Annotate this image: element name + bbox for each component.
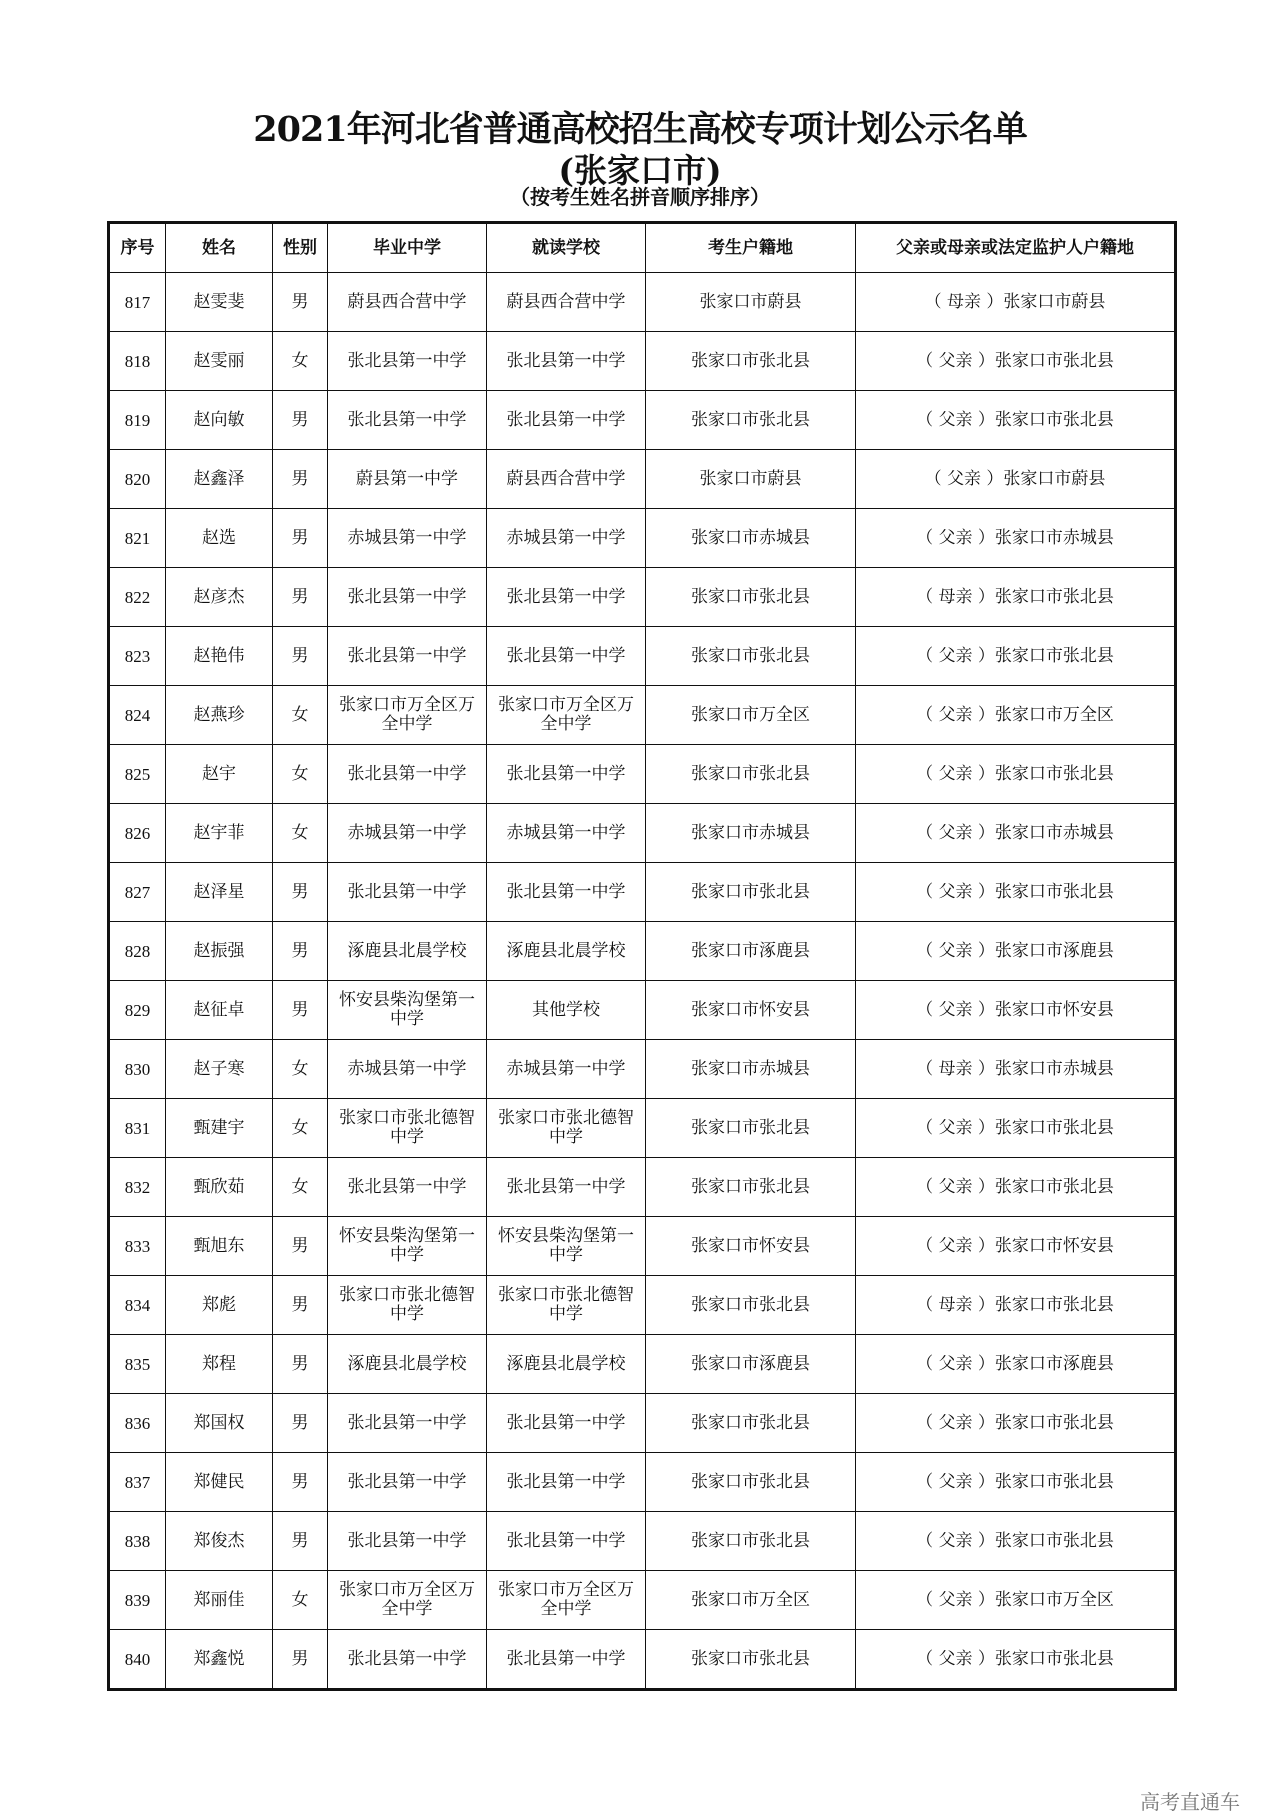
cell-gender: 男 (273, 391, 328, 450)
table-row (109, 627, 1176, 686)
cell-gender: 男 (273, 863, 328, 922)
cell-guardian-hukou: （ 父亲 ）张家口市赤城县 (856, 804, 1176, 863)
cell-hukou: 张家口市张北县 (646, 568, 856, 627)
cell-hukou: 张家口市张北县 (646, 1394, 856, 1453)
cell-index: 831 (109, 1099, 166, 1158)
cell-guardian-hukou: （ 父亲 ）张家口市张北县 (856, 1512, 1176, 1571)
sort-note: （按考生姓名拼音顺序排序） (510, 185, 770, 209)
cell-current-school: 其他学校 (487, 981, 646, 1040)
cell-hukou: 张家口市怀安县 (646, 1217, 856, 1276)
cell-current-school: 张北县第一中学 (487, 568, 646, 627)
cell-graduated-school: 张家口市万全区万全中学 (328, 686, 487, 745)
cell-graduated-school: 张北县第一中学 (328, 1453, 487, 1512)
cell-index: 822 (109, 568, 166, 627)
cell-graduated-school: 张家口市张北德智中学 (328, 1276, 487, 1335)
table-row (109, 863, 1176, 922)
cell-guardian-hukou: （ 父亲 ）张家口市涿鹿县 (856, 922, 1176, 981)
cell-guardian-hukou: （ 父亲 ）张家口市涿鹿县 (856, 1335, 1176, 1394)
cell-current-school: 赤城县第一中学 (487, 509, 646, 568)
cell-current-school: 怀安县柴沟堡第一中学 (487, 1217, 646, 1276)
cell-index: 819 (109, 391, 166, 450)
cell-gender: 男 (273, 1335, 328, 1394)
cell-current-school: 张北县第一中学 (487, 745, 646, 804)
cell-gender: 男 (273, 922, 328, 981)
cell-guardian-hukou: （ 父亲 ）张家口市怀安县 (856, 981, 1176, 1040)
table-row (109, 450, 1176, 509)
cell-graduated-school: 蔚县西合营中学 (328, 273, 487, 332)
cell-graduated-school: 涿鹿县北晨学校 (328, 922, 487, 981)
table-row (109, 1158, 1176, 1217)
cell-current-school: 张家口市张北德智中学 (487, 1099, 646, 1158)
table-row (109, 568, 1176, 627)
cell-current-school: 涿鹿县北晨学校 (487, 922, 646, 981)
cell-index: 825 (109, 745, 166, 804)
cell-gender: 男 (273, 627, 328, 686)
table-row (109, 1394, 1176, 1453)
cell-guardian-hukou: （ 父亲 ）张家口市张北县 (856, 332, 1176, 391)
cell-index: 837 (109, 1453, 166, 1512)
cell-index: 840 (109, 1630, 166, 1690)
cell-name: 赵向敏 (166, 391, 273, 450)
cell-graduated-school: 张北县第一中学 (328, 627, 487, 686)
cell-guardian-hukou: （ 父亲 ）张家口市张北县 (856, 1158, 1176, 1217)
cell-gender: 男 (273, 1512, 328, 1571)
cell-index: 835 (109, 1335, 166, 1394)
cell-name: 赵彦杰 (166, 568, 273, 627)
cell-gender: 男 (273, 1276, 328, 1335)
cell-gender: 女 (273, 1040, 328, 1099)
table-row (109, 922, 1176, 981)
cell-guardian-hukou: （ 父亲 ）张家口市张北县 (856, 1453, 1176, 1512)
cell-graduated-school: 涿鹿县北晨学校 (328, 1335, 487, 1394)
cell-graduated-school: 赤城县第一中学 (328, 804, 487, 863)
table-row (109, 745, 1176, 804)
table-row (109, 686, 1176, 745)
cell-guardian-hukou: （ 父亲 ）张家口市万全区 (856, 686, 1176, 745)
cell-gender: 女 (273, 804, 328, 863)
table-row (109, 332, 1176, 391)
cell-current-school: 张北县第一中学 (487, 1394, 646, 1453)
cell-graduated-school: 张北县第一中学 (328, 568, 487, 627)
cell-index: 832 (109, 1158, 166, 1217)
cell-hukou: 张家口市怀安县 (646, 981, 856, 1040)
cell-hukou: 张家口市张北县 (646, 1099, 856, 1158)
cell-graduated-school: 张北县第一中学 (328, 863, 487, 922)
cell-graduated-school: 赤城县第一中学 (328, 1040, 487, 1099)
cell-guardian-hukou: （ 父亲 ）张家口市赤城县 (856, 509, 1176, 568)
cell-current-school: 张北县第一中学 (487, 1453, 646, 1512)
cell-gender: 男 (273, 981, 328, 1040)
cell-index: 824 (109, 686, 166, 745)
cell-graduated-school: 张北县第一中学 (328, 391, 487, 450)
cell-guardian-hukou: （ 父亲 ）张家口市张北县 (856, 1630, 1176, 1690)
cell-graduated-school: 张北县第一中学 (328, 745, 487, 804)
cell-hukou: 张家口市万全区 (646, 686, 856, 745)
cell-hukou: 张家口市蔚县 (646, 450, 856, 509)
cell-gender: 男 (273, 1453, 328, 1512)
cell-name: 郑俊杰 (166, 1512, 273, 1571)
cell-gender: 女 (273, 1158, 328, 1217)
cell-current-school: 张家口市万全区万全中学 (487, 686, 646, 745)
cell-name: 郑健民 (166, 1453, 273, 1512)
cell-name: 郑丽佳 (166, 1571, 273, 1630)
cell-gender: 男 (273, 273, 328, 332)
header-col-index: 序号 (109, 223, 166, 273)
cell-guardian-hukou: （ 父亲 ）张家口市张北县 (856, 863, 1176, 922)
header-col-gender: 性别 (273, 223, 328, 273)
cell-hukou: 张家口市赤城县 (646, 509, 856, 568)
table-row (109, 1335, 1176, 1394)
table-row (109, 1453, 1176, 1512)
cell-name: 赵艳伟 (166, 627, 273, 686)
cell-gender: 女 (273, 332, 328, 391)
cell-gender: 男 (273, 1394, 328, 1453)
cell-name: 赵燕珍 (166, 686, 273, 745)
cell-gender: 女 (273, 745, 328, 804)
cell-guardian-hukou: （ 母亲 ）张家口市张北县 (856, 1276, 1176, 1335)
cell-index: 833 (109, 1217, 166, 1276)
table-header-row (109, 223, 1176, 273)
cell-index: 818 (109, 332, 166, 391)
cell-graduated-school: 张家口市万全区万全中学 (328, 1571, 487, 1630)
cell-index: 823 (109, 627, 166, 686)
table-row (109, 1217, 1176, 1276)
cell-guardian-hukou: （ 父亲 ）张家口市张北县 (856, 1394, 1176, 1453)
table-row (109, 981, 1176, 1040)
cell-guardian-hukou: （ 母亲 ）张家口市张北县 (856, 568, 1176, 627)
cell-guardian-hukou: （ 母亲 ）张家口市蔚县 (856, 273, 1176, 332)
cell-graduated-school: 张北县第一中学 (328, 1512, 487, 1571)
cell-name: 甄欣茹 (166, 1158, 273, 1217)
cell-hukou: 张家口市张北县 (646, 391, 856, 450)
header-col-name: 姓名 (166, 223, 273, 273)
header-col-hukou: 考生户籍地 (646, 223, 856, 273)
cell-gender: 女 (273, 1099, 328, 1158)
cell-hukou: 张家口市蔚县 (646, 273, 856, 332)
cell-gender: 男 (273, 509, 328, 568)
cell-gender: 男 (273, 1217, 328, 1276)
cell-graduated-school: 张北县第一中学 (328, 332, 487, 391)
cell-current-school: 赤城县第一中学 (487, 804, 646, 863)
table-row (109, 391, 1176, 450)
cell-current-school: 赤城县第一中学 (487, 1040, 646, 1099)
table-row (109, 509, 1176, 568)
cell-graduated-school: 怀安县柴沟堡第一中学 (328, 981, 487, 1040)
cell-name: 郑国权 (166, 1394, 273, 1453)
cell-guardian-hukou: （ 父亲 ）张家口市张北县 (856, 1099, 1176, 1158)
cell-current-school: 张北县第一中学 (487, 1512, 646, 1571)
cell-index: 826 (109, 804, 166, 863)
roster-table (107, 221, 1177, 1691)
cell-current-school: 蔚县西合营中学 (487, 450, 646, 509)
table-row (109, 1630, 1176, 1690)
cell-name: 赵宇菲 (166, 804, 273, 863)
cell-graduated-school: 张北县第一中学 (328, 1158, 487, 1217)
cell-hukou: 张家口市张北县 (646, 332, 856, 391)
cell-index: 828 (109, 922, 166, 981)
cell-current-school: 张北县第一中学 (487, 627, 646, 686)
cell-hukou: 张家口市张北县 (646, 1276, 856, 1335)
cell-name: 郑程 (166, 1335, 273, 1394)
cell-current-school: 张北县第一中学 (487, 863, 646, 922)
table-row (109, 1276, 1176, 1335)
cell-guardian-hukou: （ 父亲 ）张家口市张北县 (856, 391, 1176, 450)
table-row (109, 1512, 1176, 1571)
document-subtitle: (张家口市) (558, 151, 722, 190)
cell-index: 827 (109, 863, 166, 922)
cell-gender: 女 (273, 1571, 328, 1630)
cell-current-school: 张北县第一中学 (487, 1158, 646, 1217)
cell-name: 赵宇 (166, 745, 273, 804)
cell-guardian-hukou: （ 父亲 ）张家口市蔚县 (856, 450, 1176, 509)
cell-name: 甄旭东 (166, 1217, 273, 1276)
cell-current-school: 张北县第一中学 (487, 332, 646, 391)
cell-index: 821 (109, 509, 166, 568)
cell-index: 839 (109, 1571, 166, 1630)
cell-graduated-school: 蔚县第一中学 (328, 450, 487, 509)
cell-name: 郑鑫悦 (166, 1630, 273, 1690)
cell-index: 820 (109, 450, 166, 509)
cell-current-school: 张家口市张北德智中学 (487, 1276, 646, 1335)
cell-hukou: 张家口市张北县 (646, 627, 856, 686)
cell-gender: 男 (273, 568, 328, 627)
table-row (109, 1571, 1176, 1630)
cell-name: 赵振强 (166, 922, 273, 981)
header-col-graduated-school: 毕业中学 (328, 223, 487, 273)
document-title: 2021年河北省普通高校招生高校专项计划公示名单 (253, 109, 1027, 150)
cell-graduated-school: 张家口市张北德智中学 (328, 1099, 487, 1158)
cell-current-school: 张北县第一中学 (487, 391, 646, 450)
cell-name: 赵雯丽 (166, 332, 273, 391)
cell-current-school: 张北县第一中学 (487, 1630, 646, 1690)
cell-name: 赵雯斐 (166, 273, 273, 332)
cell-name: 赵子寒 (166, 1040, 273, 1099)
cell-index: 834 (109, 1276, 166, 1335)
cell-hukou: 张家口市赤城县 (646, 1040, 856, 1099)
cell-name: 赵鑫泽 (166, 450, 273, 509)
table-row (109, 273, 1176, 332)
cell-current-school: 涿鹿县北晨学校 (487, 1335, 646, 1394)
header-col-guardian-hukou: 父亲或母亲或法定监护人户籍地 (856, 223, 1176, 273)
cell-hukou: 张家口市张北县 (646, 863, 856, 922)
cell-guardian-hukou: （ 父亲 ）张家口市万全区 (856, 1571, 1176, 1630)
cell-hukou: 张家口市张北县 (646, 745, 856, 804)
table-row (109, 1099, 1176, 1158)
cell-name: 赵选 (166, 509, 273, 568)
cell-index: 829 (109, 981, 166, 1040)
cell-hukou: 张家口市赤城县 (646, 804, 856, 863)
cell-hukou: 张家口市张北县 (646, 1158, 856, 1217)
cell-hukou: 张家口市涿鹿县 (646, 922, 856, 981)
cell-name: 郑彪 (166, 1276, 273, 1335)
cell-gender: 男 (273, 450, 328, 509)
cell-gender: 女 (273, 686, 328, 745)
cell-guardian-hukou: （ 母亲 ）张家口市赤城县 (856, 1040, 1176, 1099)
cell-guardian-hukou: （ 父亲 ）张家口市怀安县 (856, 1217, 1176, 1276)
cell-index: 838 (109, 1512, 166, 1571)
cell-hukou: 张家口市涿鹿县 (646, 1335, 856, 1394)
cell-guardian-hukou: （ 父亲 ）张家口市张北县 (856, 745, 1176, 804)
cell-hukou: 张家口市万全区 (646, 1571, 856, 1630)
cell-graduated-school: 张北县第一中学 (328, 1630, 487, 1690)
cell-current-school: 张家口市万全区万全中学 (487, 1571, 646, 1630)
header-col-current-school: 就读学校 (487, 223, 646, 273)
cell-hukou: 张家口市张北县 (646, 1630, 856, 1690)
table-row (109, 804, 1176, 863)
cell-graduated-school: 赤城县第一中学 (328, 509, 487, 568)
cell-current-school: 蔚县西合营中学 (487, 273, 646, 332)
cell-gender: 男 (273, 1630, 328, 1690)
table-row (109, 1040, 1176, 1099)
cell-name: 甄建宇 (166, 1099, 273, 1158)
cell-name: 赵征卓 (166, 981, 273, 1040)
cell-graduated-school: 怀安县柴沟堡第一中学 (328, 1217, 487, 1276)
cell-guardian-hukou: （ 父亲 ）张家口市张北县 (856, 627, 1176, 686)
cell-hukou: 张家口市张北县 (646, 1512, 856, 1571)
cell-hukou: 张家口市张北县 (646, 1453, 856, 1512)
cell-graduated-school: 张北县第一中学 (328, 1394, 487, 1453)
watermark: 高考直通车 (1140, 1790, 1240, 1814)
cell-index: 836 (109, 1394, 166, 1453)
cell-index: 830 (109, 1040, 166, 1099)
cell-index: 817 (109, 273, 166, 332)
cell-name: 赵泽星 (166, 863, 273, 922)
